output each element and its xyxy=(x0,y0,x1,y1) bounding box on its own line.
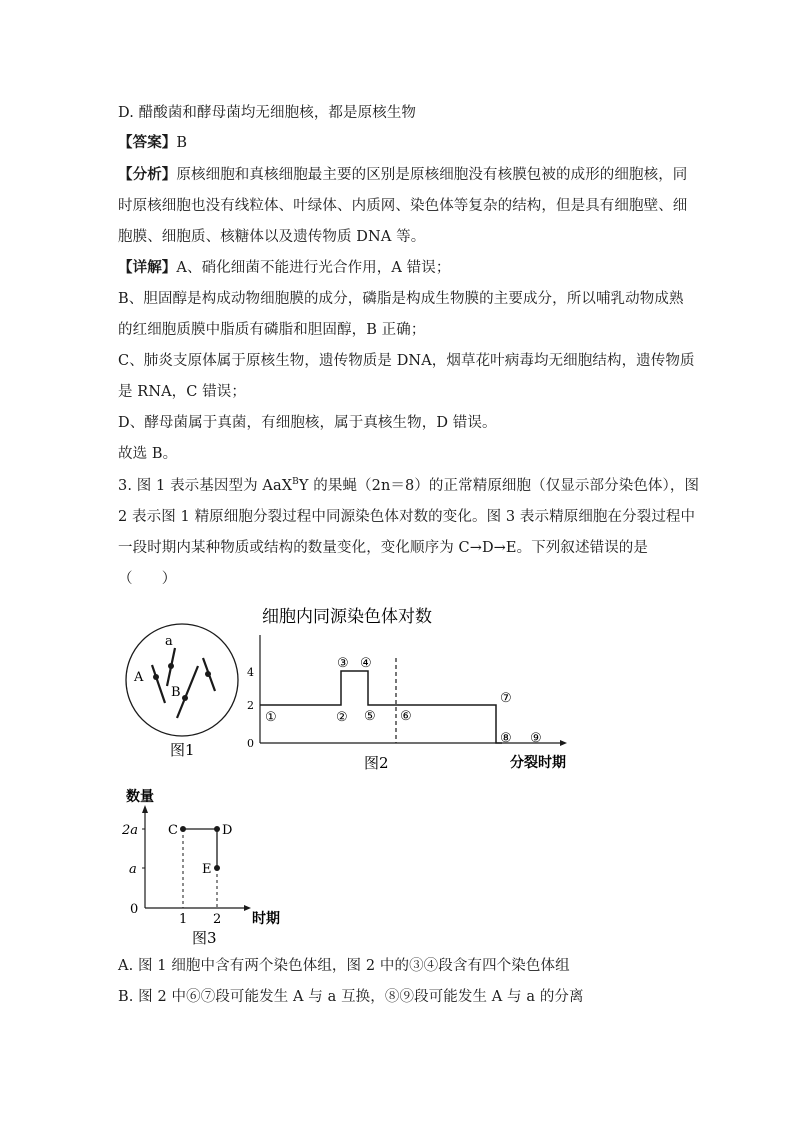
marker-9: ⑨ xyxy=(530,731,542,746)
q3-superscript: B xyxy=(292,477,299,487)
marker-8: ⑧ xyxy=(500,731,512,746)
question-3-line-3: 一段时期内某种物质或结构的数量变化，变化顺序为 C→D→E。下列叙述错误的是 xyxy=(118,540,649,556)
label-C: C xyxy=(168,823,178,838)
detail-b-1: B、胆固醇是构成动物细胞膜的成分，磷脂是构成生物膜的主要成分，所以哺乳动物成熟 xyxy=(118,291,684,307)
xtick-2: 2 xyxy=(213,912,222,927)
point-E xyxy=(214,865,220,871)
point-C xyxy=(180,826,186,832)
marker-4: ④ xyxy=(360,656,372,671)
question-3-line-1 xyxy=(118,476,700,496)
centromere-B xyxy=(182,695,188,701)
chromosome-A xyxy=(152,665,165,703)
ytick-4: 4 xyxy=(247,666,254,679)
x-axis-arrow-3 xyxy=(244,905,251,911)
marker-1: ① xyxy=(265,710,277,725)
marker-6: ⑥ xyxy=(400,709,412,724)
ytick-2a: 2a xyxy=(122,823,139,838)
analysis-tag: 【分析】 xyxy=(118,166,177,183)
y-axis-arrow-3 xyxy=(142,805,148,813)
figure-2-caption: 图2 xyxy=(364,754,389,772)
option-a: A. 图 1 细胞中含有两个染色体组，图 2 中的③④段含有四个染色体组 xyxy=(118,958,570,974)
marker-3: ③ xyxy=(337,656,349,671)
q3-text-b: Y 的果蝇（2n＝8）的正常精原细胞（仅显示部分染色体），图 xyxy=(298,478,700,494)
label-A: A xyxy=(134,670,144,685)
centromere-a xyxy=(168,663,174,669)
label-a: a xyxy=(165,634,173,649)
conclusion: 故选 B。 xyxy=(118,446,178,462)
q3-text-a: 3. 图 1 表示基因型为 AaX xyxy=(118,478,293,494)
homolog-pairs-line xyxy=(260,671,502,743)
ytick-0: 0 xyxy=(247,737,254,750)
figure-1 xyxy=(120,618,245,763)
option-d-text: D. 醋酸菌和酵母菌均无细胞核，都是原核生物 xyxy=(118,105,417,121)
detail-b-2: 的红细胞质膜中脂质有磷脂和胆固醇，B 正确； xyxy=(118,322,426,338)
figure-1-caption: 图1 xyxy=(170,741,195,759)
figure-3-ylabel: 数量 xyxy=(126,789,154,805)
centromere-A xyxy=(153,674,159,680)
detail-d: D、酵母菌属于真菌，有细胞核，属于真核生物，D 错误。 xyxy=(118,415,497,431)
analysis-text: 原核细胞和真核细胞最主要的区别是原核细胞没有核膜包被的成形的细胞核，同 xyxy=(176,167,688,183)
analysis-text-2: 时原核细胞也没有线粒体、叶绿体、内质网、染色体等复杂的结构，但是具有细胞壁、细 xyxy=(118,198,688,214)
answer-tag: 【答案】 xyxy=(118,134,177,151)
ytick-a: a xyxy=(129,862,137,877)
marker-5: ⑤ xyxy=(364,709,376,724)
answer-line xyxy=(118,133,678,153)
figure-3-caption: 图3 xyxy=(192,929,217,947)
analysis-text-3: 胞膜、细胞质、核糖体以及遗传物质 DNA 等。 xyxy=(118,229,426,245)
detail-c-1: C、肺炎支原体属于原核生物，遗传物质是 DNA，烟草花叶病毒均无细胞结构，遗传物质 xyxy=(118,353,695,369)
analysis-line xyxy=(118,165,688,185)
detail-c-2: 是 RNA，C 错误； xyxy=(118,384,246,400)
cde-line xyxy=(183,829,217,868)
option-b: B. 图 2 中⑥⑦段可能发生 A 与 a 互换，⑧⑨段可能发生 A 与 a 的分离 xyxy=(118,989,584,1005)
question-3-blank: （ ） xyxy=(118,571,177,587)
figure-2-xlabel: 分裂时期 xyxy=(510,755,566,771)
point-D xyxy=(214,826,220,832)
detail-text: A、硝化细菌不能进行光合作用，A 错误； xyxy=(176,260,451,276)
xtick-1: 1 xyxy=(179,912,188,927)
detail-line xyxy=(118,258,678,278)
figure-2 xyxy=(240,600,580,780)
marker-7: ⑦ xyxy=(500,691,512,706)
centromere-Y xyxy=(205,671,211,677)
answer-value: B xyxy=(176,135,188,151)
question-3-line-2: 2 表示图 1 精原细胞分裂过程中同源染色体对数的变化。图 3 表示精原细胞在分裂过程中 xyxy=(118,509,696,525)
label-E: E xyxy=(202,862,212,877)
figure-3 xyxy=(118,783,298,948)
figure-2-title: 细胞内同源染色体对数 xyxy=(262,607,432,627)
ytick-2: 2 xyxy=(247,699,254,712)
label-B: B xyxy=(171,685,181,700)
x-axis-arrow xyxy=(560,740,567,746)
detail-tag: 【详解】 xyxy=(118,259,177,276)
figure-3-xlabel: 时期 xyxy=(252,911,280,927)
label-D: D xyxy=(222,823,233,838)
origin-0: 0 xyxy=(130,902,139,917)
marker-2: ② xyxy=(336,710,348,725)
